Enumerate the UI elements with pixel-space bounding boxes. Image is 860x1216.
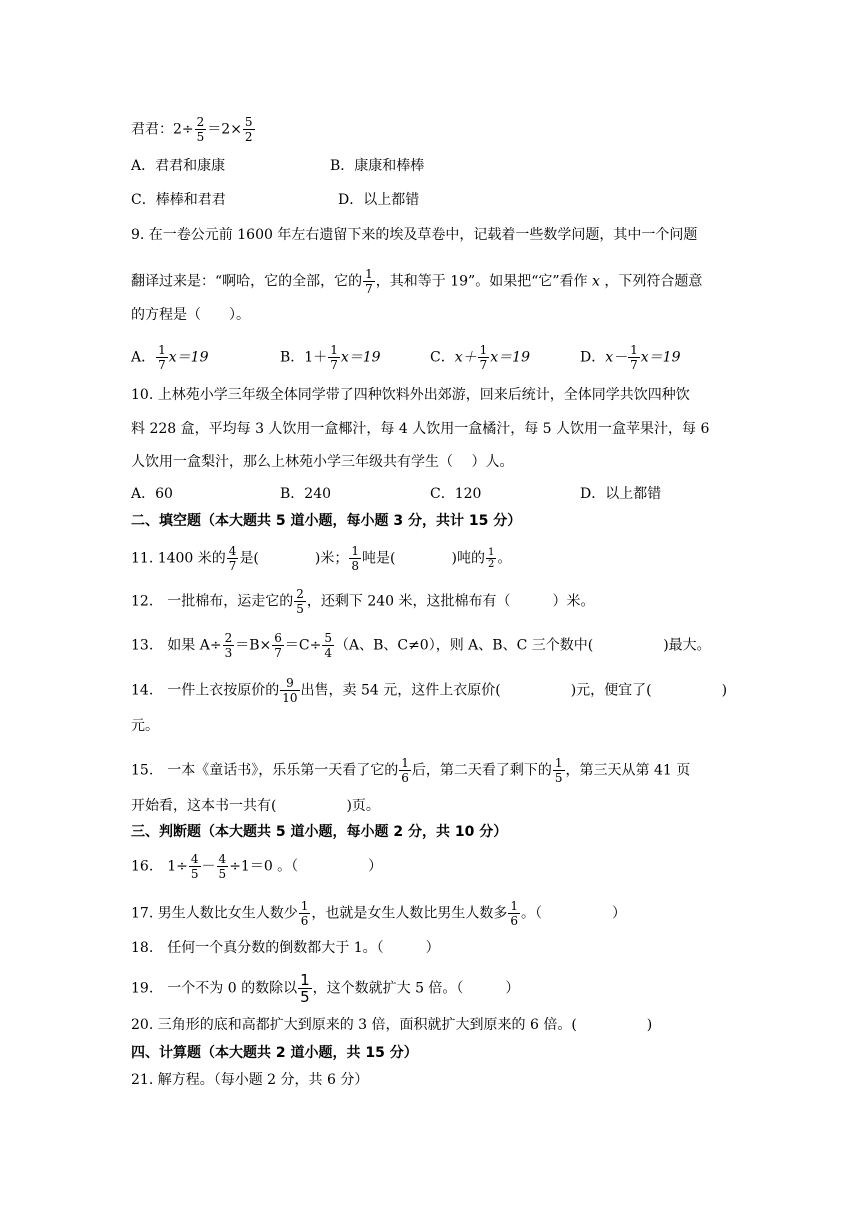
option-label: C． — [430, 349, 455, 366]
denominator: 7 — [630, 358, 638, 372]
q15-line1 — [131, 756, 690, 785]
denominator: 7 — [365, 282, 373, 296]
q19-text-a: 19. 一个不为 0 的数除以 — [131, 980, 298, 997]
q10-option-a: A．60 — [131, 486, 173, 502]
numerator: 6 — [274, 631, 282, 645]
q15-text-a: 15. 一本《童话书》，乐乐第一天看了它的 — [131, 762, 399, 779]
fraction — [227, 544, 239, 573]
numerator: 4 — [190, 852, 199, 866]
q17-text-b: ，也就是女生人数比男生人数多 — [311, 905, 508, 922]
option-label: D． — [580, 349, 606, 366]
denominator: 4 — [324, 646, 332, 660]
q11-text-d: 。 — [497, 550, 512, 567]
fraction — [299, 899, 311, 928]
q19-text-b: ，这个数就扩大 5 倍。（ ） — [312, 980, 520, 997]
fraction — [195, 115, 207, 144]
q10-option-c: C．120 — [430, 486, 482, 502]
q14-text-a: 14. 一件上衣按原价的 — [131, 682, 280, 699]
section-title-judgment: 三、判断题（本大题共 5 道小题，每小题 2 分，共 10 分） — [131, 824, 508, 840]
denominator: 6 — [510, 914, 518, 928]
q9-line1: 9. 在一卷公元前 1600 年左右遗留下来的埃及草卷中，记载着一些数学问题，其中一个问题 — [131, 227, 698, 243]
q13-text-c: ＝C÷ — [284, 637, 322, 654]
denominator: 7 — [158, 358, 166, 372]
q8-option-d: D．以上都错 — [338, 192, 420, 208]
denominator: 5 — [296, 602, 304, 616]
q9-line2b: ，其和等于 19”。如果把“它”看作 — [375, 273, 588, 290]
option-label: B． — [280, 349, 305, 366]
numerator: 4 — [218, 852, 227, 866]
fraction — [478, 343, 490, 372]
q8-junjun-prefix: 君君：2÷ — [131, 121, 194, 138]
denominator: 5 — [300, 988, 310, 1006]
denominator: 5 — [218, 867, 227, 881]
fraction — [328, 343, 340, 372]
fraction — [223, 631, 235, 660]
option-expr: x＝19 — [340, 349, 381, 366]
q20: 20. 三角形的底和高都扩大到原来的 3 倍，面积就扩大到原来的 6 倍。( ) — [131, 1017, 653, 1033]
numerator: 1 — [487, 547, 495, 558]
q15-text-b: 后，第二天看了剩下的 — [411, 762, 552, 779]
numerator: 2 — [224, 631, 233, 645]
numerator: 4 — [228, 544, 237, 558]
fraction — [217, 852, 229, 881]
denominator: 2 — [244, 130, 253, 144]
q16 — [131, 852, 382, 881]
option-expr-head: x－ — [605, 349, 628, 366]
denominator: 6 — [401, 771, 409, 785]
q11-text-c: 吨是( )吨的 — [362, 550, 485, 567]
numerator: 1 — [401, 756, 409, 770]
fraction — [399, 756, 411, 785]
q16-text-a: 16. 1÷ — [131, 858, 188, 875]
q14-line2: 元。 — [131, 718, 159, 734]
fraction — [486, 547, 496, 570]
q8-mid: ＝2× — [207, 121, 242, 138]
q13-text-d: （A、B、C≠0），则 A、B、C 三个数中( )最大。 — [334, 637, 711, 654]
section-title-calculation: 四、计算题（本大题共 2 道小题，共 15 分） — [131, 1045, 418, 1061]
fraction — [243, 115, 255, 144]
q9-option-a — [131, 343, 208, 372]
numerator: 1 — [630, 343, 638, 357]
q9-option-d — [580, 343, 681, 372]
option-label: A． — [131, 349, 156, 366]
q13-text-a: 13. 如果 A÷ — [131, 637, 222, 654]
denominator: 7 — [479, 358, 488, 372]
fraction — [298, 972, 312, 1005]
fraction — [189, 852, 201, 881]
q11-text-a: 11. 1400 米的 — [131, 550, 226, 567]
numerator: 1 — [510, 899, 518, 913]
section-title-fill-blank: 二、填空题（本大题共 5 道小题，每小题 3 分，共计 15 分） — [131, 513, 522, 529]
denominator: 10 — [282, 691, 298, 705]
q17-text-a: 17. 男生人数比女生人数少 — [131, 905, 298, 922]
fraction — [508, 899, 520, 928]
q9-line2a: 翻译过来是：“啊哈，它的全部，它的 — [131, 273, 363, 290]
option-expr-head: 1＋ — [304, 349, 328, 366]
q8-junjun-line — [131, 115, 256, 144]
q17 — [131, 899, 626, 928]
q19 — [131, 972, 519, 1005]
denominator: 6 — [300, 914, 309, 928]
numerator: 1 — [300, 899, 309, 913]
numerator: 1 — [554, 756, 563, 770]
q10-line3: 人饮用一盒梨汁，那么上林苑小学三年级共有学生（ ）人。 — [131, 454, 514, 470]
numerator: 5 — [244, 115, 253, 129]
fraction — [280, 676, 299, 705]
q12-text-a: 12. 一批棉布，运走它的 — [131, 593, 294, 610]
denominator: 5 — [190, 867, 199, 881]
numerator: 5 — [324, 631, 332, 645]
denominator: 8 — [351, 559, 360, 573]
option-expr: x＝19 — [168, 349, 209, 366]
fraction — [628, 343, 640, 372]
q15-line2: 开始看，这本书一共有( )页。 — [131, 798, 380, 814]
q18: 18. 任何一个真分数的倒数都大于 1。（ ） — [131, 940, 440, 956]
q14-line1 — [131, 676, 727, 705]
q8-option-a: A．君君和康康 — [131, 158, 226, 174]
variable-x: x — [592, 273, 600, 290]
numerator: 1 — [300, 971, 310, 989]
q10-line1: 10. 上林苑小学三年级全体同学带了四种饮料外出郊游，回来后统计，全体同学共饮四种饮 — [131, 387, 690, 403]
fraction — [272, 631, 284, 660]
fraction — [294, 587, 306, 616]
q11-text-b: 是( )米； — [239, 550, 349, 567]
numerator: 1 — [365, 267, 373, 281]
numerator: 9 — [280, 676, 299, 691]
denominator: 5 — [196, 130, 205, 144]
q9-option-c — [430, 343, 530, 372]
option-expr-head: x＋ — [454, 349, 477, 366]
q16-text-c: ÷1＝0 。（ ） — [229, 858, 383, 875]
q9-line3: 的方程是（ ）。 — [131, 307, 250, 323]
q12-text-b: ，还剩下 240 米，这批棉布有（ ）米。 — [306, 593, 595, 610]
q17-text-c: 。（ ） — [521, 905, 626, 922]
denominator: 5 — [554, 771, 563, 785]
q10-option-b: B．240 — [280, 486, 332, 502]
numerator: 1 — [479, 343, 488, 357]
q8-option-c: C．棒棒和君君 — [131, 192, 226, 208]
fraction — [322, 631, 334, 660]
q10-line2: 料 228 盒，平均每 3 人饮用一盒椰汁，每 4 人饮用一盒橘汁，每 5 人饮用一盒苹果汁，每 6 — [131, 421, 710, 437]
q11 — [131, 544, 511, 573]
option-expr: x＝19 — [490, 349, 530, 366]
numerator: 1 — [351, 544, 360, 558]
numerator: 1 — [330, 343, 338, 357]
denominator: 7 — [274, 646, 282, 660]
fraction — [363, 267, 375, 296]
q21: 21. 解方程。（每小题 2 分，共 6 分） — [131, 1072, 369, 1088]
numerator: 2 — [196, 115, 205, 129]
q9-option-b — [280, 343, 381, 372]
q9-line2c: ，下列符合题意 — [604, 273, 703, 290]
q10-option-d: D．以上都错 — [580, 486, 662, 502]
numerator: 2 — [296, 587, 304, 601]
denominator: 3 — [224, 646, 233, 660]
fraction — [156, 343, 168, 372]
fraction — [553, 756, 565, 785]
q14-text-b: 出售，卖 54 元，这件上衣原价( )元，便宜了( ) — [300, 682, 728, 699]
q15-text-c: ，第三天从第 41 页 — [565, 762, 691, 779]
option-expr: x＝19 — [640, 349, 681, 366]
q9-line2 — [131, 267, 702, 296]
fraction — [349, 544, 361, 573]
q16-text-b: － — [201, 858, 216, 875]
denominator: 7 — [330, 358, 338, 372]
q13 — [131, 631, 711, 660]
denominator: 2 — [487, 559, 495, 570]
q12 — [131, 587, 595, 616]
q13-text-b: ＝B× — [235, 637, 272, 654]
q8-option-b: B．康康和棒棒 — [330, 158, 425, 174]
numerator: 1 — [158, 343, 166, 357]
denominator: 7 — [228, 559, 237, 573]
